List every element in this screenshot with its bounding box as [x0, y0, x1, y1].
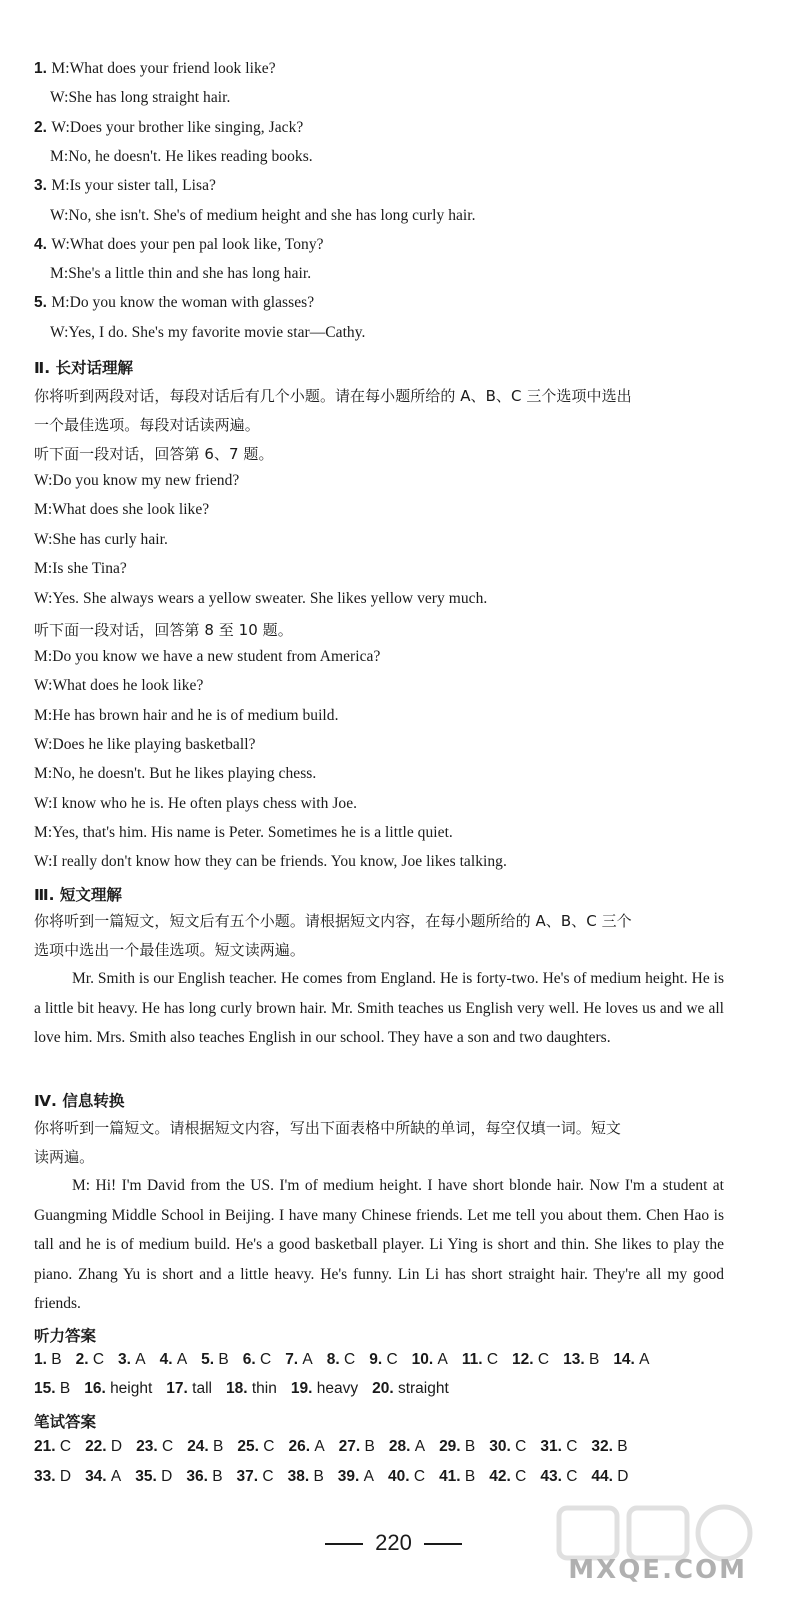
answer-number: 10. [411, 1351, 438, 1368]
dialogue-text: Yes. She always wears a yellow sweater. She likes yellow very much. [52, 589, 488, 607]
dialogue-line [34, 501, 209, 519]
answer-number: 33. [34, 1468, 60, 1485]
answer-item [34, 1380, 70, 1398]
dialogue-line [34, 294, 314, 312]
answer-value: B [588, 1351, 600, 1368]
answer-value: B [218, 1351, 229, 1368]
section-3-instruction-line1: 你将听到一篇短文，短文后有五个小题。请根据短文内容，在每小题所给的 A、B、C 三个 [34, 912, 632, 930]
answer-number: 6. [242, 1351, 260, 1368]
dialogue-text: No, he doesn't. But he likes playing chess. [52, 765, 317, 783]
dialogue-text: No, she isn't. She's of medium height and she has long curly hair. [68, 206, 476, 224]
answer-value: C [515, 1468, 527, 1485]
answer-item [327, 1351, 355, 1369]
dialogue-text: She has curly hair. [52, 530, 168, 548]
answer-value: C [161, 1438, 174, 1455]
dialogue-line [50, 207, 476, 225]
answer-item [540, 1468, 577, 1486]
answer-item [388, 1468, 425, 1486]
dialogue-text: He has brown hair and he is of medium build. [52, 706, 339, 724]
question-number: 1. [34, 60, 52, 77]
dialogue-line [34, 531, 168, 549]
dialogue-line [34, 853, 507, 871]
answer-item [369, 1351, 397, 1369]
answer-value: B [313, 1468, 324, 1485]
answer-value: A [639, 1351, 650, 1368]
answer-number: 28. [388, 1438, 415, 1455]
dialogue-line [50, 148, 313, 166]
question-number: 3. [34, 177, 52, 195]
answer-number: 32. [591, 1438, 618, 1455]
question-number: 4. [34, 235, 52, 253]
answer-number: 8. [326, 1351, 344, 1368]
speaker-label: M: [51, 60, 70, 77]
answer-value: C [566, 1468, 578, 1485]
answer-value: B [464, 1438, 476, 1455]
dialogue-line [34, 707, 339, 725]
answer-number: 42. [489, 1468, 516, 1485]
answer-number: 22. [85, 1438, 111, 1455]
answer-item [288, 1438, 324, 1456]
dialogue-line [50, 324, 365, 342]
dialogue-line [34, 236, 324, 254]
answer-item [135, 1468, 172, 1486]
dialogue-text: What does he look like? [52, 677, 204, 695]
dialogue-line [34, 648, 380, 666]
answer-number: 2. [75, 1351, 93, 1368]
answer-item [160, 1351, 188, 1369]
answer-item [76, 1351, 104, 1369]
speaker-label: M: [51, 294, 70, 312]
listening-answers-title: 听力答案 [34, 1327, 97, 1345]
written-answers-row1 [34, 1438, 642, 1456]
answer-number: 43. [540, 1468, 567, 1485]
section-3-instruction-line2: 选项中选出一个最佳选项。短文读两遍。 [34, 941, 305, 959]
speaker-label: W: [34, 472, 53, 489]
answer-value: A [414, 1438, 426, 1455]
written-answers-title: 笔试答案 [34, 1413, 97, 1431]
speaker-label: M: [34, 765, 53, 783]
dialogue-text: What does your pen pal look like, Tony? [69, 235, 324, 253]
section-4-passage-text: M: Hi! I'm David from the US. I'm of medium height. I have short blonde hair. Now I'm a student at Guangming Middle School in Beijing. I have many Chinese friends. Let me tell you about them. Chen Hao is tall and he is of medium build. He's a good basketball player. Li Ying is short and thin. She likes to play the piano. Zhang Yu is short and a little heavy. He's funny. Lin Li has short straight hair. They're all my good friends. [34, 1177, 724, 1312]
dialogue-text: Is your sister tall, Lisa? [69, 177, 216, 195]
speaker-label: W: [34, 589, 53, 607]
answer-item [187, 1438, 223, 1456]
section-2-instruction-line2: 一个最佳选项。每段对话读两遍。 [34, 416, 260, 434]
answer-value: D [110, 1438, 123, 1455]
answer-item [84, 1380, 152, 1398]
answer-value: A [302, 1351, 313, 1368]
answer-value: B [364, 1438, 375, 1455]
answer-value: A [314, 1438, 325, 1455]
answer-value: C [59, 1438, 72, 1455]
answer-item [372, 1380, 449, 1398]
section-3-passage [34, 964, 724, 1053]
answer-number: 38. [287, 1468, 314, 1485]
answer-value: D [59, 1468, 72, 1485]
answer-number: 44. [591, 1468, 618, 1485]
answer-value: C [92, 1351, 105, 1368]
answer-number: 37. [236, 1468, 263, 1485]
answer-item [237, 1468, 274, 1486]
dialogue-text: No, he doesn't. He likes reading books. [68, 147, 313, 165]
answer-number: 30. [489, 1438, 516, 1455]
answer-item [34, 1468, 71, 1486]
answer-item [439, 1468, 475, 1486]
answer-number: 5. [201, 1351, 219, 1368]
answer-number: 23. [136, 1438, 162, 1455]
speaker-label: W: [34, 853, 53, 871]
answer-item [201, 1351, 229, 1369]
dialogue-line [34, 824, 453, 842]
answer-number: 25. [237, 1438, 264, 1455]
answer-number: 13. [563, 1351, 589, 1368]
answer-item [85, 1468, 121, 1486]
answer-number: 20. [372, 1380, 398, 1397]
answer-number: 11. [461, 1351, 487, 1368]
dialogue-text: What does she look like? [52, 501, 210, 519]
answer-number: 31. [540, 1438, 567, 1455]
answer-value: C [537, 1351, 550, 1368]
answer-number: 9. [369, 1351, 387, 1368]
speaker-label: W: [34, 530, 53, 548]
dialogue-text: Do you know we have a new student from America? [52, 648, 381, 665]
answer-number: 24. [187, 1438, 214, 1455]
speaker-label: M: [51, 177, 70, 195]
dialogue-text: Do you know the woman with glasses? [69, 294, 315, 312]
dialogue-text: She has long straight hair. [68, 89, 231, 107]
answer-value: D [161, 1468, 173, 1485]
answer-value: heavy [316, 1380, 359, 1397]
answer-item [285, 1351, 313, 1369]
answer-item [243, 1351, 271, 1369]
answer-item [439, 1438, 475, 1456]
answer-number: 27. [338, 1438, 365, 1455]
speaker-label: W: [50, 323, 69, 341]
speaker-label: W: [50, 206, 69, 224]
answer-number: 7. [285, 1351, 303, 1368]
answer-item [288, 1468, 324, 1486]
answer-value: height [110, 1380, 153, 1397]
answer-item [389, 1438, 425, 1456]
question-number: 2. [34, 118, 52, 136]
answer-value: B [59, 1380, 71, 1397]
answer-value: C [413, 1468, 426, 1485]
answer-value: A [110, 1468, 122, 1485]
dialog2-intro: 听下面一段对话，回答第 8 至 10 题。 [34, 621, 293, 639]
answer-value: C [259, 1351, 272, 1368]
dialogue-text: She's a little thin and she has long hair. [68, 265, 312, 283]
dialogue-line [50, 265, 311, 283]
listening-answers-row2 [34, 1380, 463, 1398]
dialogue-text: I know who he is. He often plays chess with Joe. [52, 794, 358, 812]
answer-number: 1. [34, 1351, 52, 1368]
answer-number: 18. [225, 1380, 252, 1397]
answer-number: 29. [439, 1438, 465, 1455]
answer-value: tall [192, 1380, 212, 1397]
section-3-title: Ⅲ. 短文理解 [34, 886, 122, 904]
answer-item [489, 1438, 526, 1456]
dialogue-text: Yes, I do. She's my favorite movie star—Cathy. [68, 323, 366, 341]
dialog1-intro: 听下面一段对话，回答第 6、7 题。 [34, 445, 274, 463]
speaker-label: W: [51, 118, 70, 136]
answer-item [186, 1468, 222, 1486]
answer-number: 4. [159, 1351, 177, 1368]
speaker-label: W: [34, 735, 53, 753]
answer-item [118, 1351, 146, 1369]
answer-item [166, 1380, 212, 1398]
dialogue-line [34, 560, 127, 578]
answer-number: 41. [439, 1468, 465, 1485]
answer-number: 19. [290, 1380, 317, 1397]
answer-value: B [212, 1468, 223, 1485]
answer-item [512, 1351, 549, 1369]
answer-value: B [617, 1438, 628, 1455]
answer-item [339, 1438, 375, 1456]
page-number-text: 220 [375, 1530, 412, 1555]
answer-item [237, 1438, 274, 1456]
dialogue-line [34, 765, 316, 783]
answer-value: C [262, 1468, 274, 1485]
page-number-left-dash [325, 1543, 363, 1545]
answer-item [412, 1351, 448, 1369]
speaker-label: W: [51, 235, 70, 253]
answer-number: 39. [337, 1468, 364, 1485]
dialogue-text: Is she Tina? [52, 560, 127, 578]
answer-item [291, 1380, 358, 1398]
dialogue-text: What does your friend look like? [69, 60, 276, 77]
answer-number: 26. [288, 1438, 315, 1455]
answer-value: C [566, 1438, 578, 1455]
answer-item [136, 1438, 173, 1456]
dialogue-text: Yes, that's him. His name is Peter. Sometimes he is a little quiet. [52, 823, 453, 841]
section-4-title: Ⅳ. 信息转换 [34, 1092, 125, 1110]
answer-value: thin [251, 1380, 277, 1397]
answer-item [563, 1351, 599, 1369]
watermark-text: MXQE.COM [568, 1555, 747, 1585]
answer-value: D [617, 1468, 629, 1485]
section-4-instruction-line1: 你将听到一篇短文。请根据短文内容，写出下面表格中所缺的单词，每空仅填一词。短文 [34, 1119, 621, 1137]
dialogue-line [34, 736, 256, 754]
question-number: 5. [34, 294, 52, 312]
answer-item [85, 1438, 122, 1456]
dialogue-line [34, 472, 239, 490]
answer-value: C [386, 1351, 398, 1368]
dialogue-line [34, 677, 203, 695]
answer-number: 35. [135, 1468, 162, 1485]
answer-item [226, 1380, 277, 1398]
answer-value: C [344, 1351, 356, 1368]
dialogue-text: I really don't know how they can be friends. You know, Joe likes talking. [52, 853, 507, 871]
answer-number: 15. [34, 1380, 60, 1397]
answer-value: A [437, 1351, 448, 1368]
dialogue-line [50, 89, 230, 107]
dialogue-line [34, 795, 357, 813]
answer-value: A [363, 1468, 374, 1485]
answer-value: C [263, 1438, 275, 1455]
section-2-instruction-line1: 你将听到两段对话，每段对话后有几个小题。请在每小题所给的 A、B、C 三个选项中选出 [34, 387, 632, 405]
answer-number: 3. [118, 1351, 136, 1368]
listening-answers-row1 [34, 1351, 664, 1369]
section-2-title: Ⅱ. 长对话理解 [34, 359, 133, 377]
dialogue-text: Do you know my new friend? [52, 472, 240, 489]
answer-value: C [486, 1351, 499, 1368]
dialogue-line [34, 60, 276, 78]
answer-number: 36. [186, 1468, 213, 1485]
answer-number: 16. [84, 1380, 111, 1397]
answer-number: 34. [85, 1468, 111, 1485]
dialogue-text: Does your brother like singing, Jack? [69, 118, 304, 136]
page-number-right-dash [424, 1543, 462, 1545]
answer-item [34, 1438, 71, 1456]
answer-value: straight [397, 1380, 449, 1397]
answer-item [613, 1351, 649, 1369]
answer-item [591, 1438, 627, 1456]
answer-number: 17. [166, 1380, 193, 1397]
speaker-label: W: [50, 89, 69, 107]
answer-item [34, 1351, 62, 1369]
speaker-label: M: [34, 823, 53, 841]
answer-number: 12. [512, 1351, 538, 1368]
speaker-label: M: [50, 147, 69, 165]
dialogue-line [34, 177, 216, 195]
answer-item [489, 1468, 526, 1486]
answer-number: 14. [613, 1351, 640, 1368]
answer-item [338, 1468, 374, 1486]
answer-value: B [213, 1438, 224, 1455]
answer-number: 40. [388, 1468, 414, 1485]
speaker-label: M: [34, 648, 53, 665]
section-4-passage [34, 1171, 724, 1319]
answer-item [540, 1438, 577, 1456]
dialogue-text: Does he like playing basketball? [52, 735, 256, 753]
answer-value: A [176, 1351, 188, 1368]
speaker-label: M: [34, 706, 53, 724]
answer-item [591, 1468, 628, 1486]
written-answers-row2 [34, 1468, 642, 1486]
answer-value: C [515, 1438, 527, 1455]
dialogue-line [34, 590, 487, 608]
answer-value: B [464, 1468, 476, 1485]
answer-value: B [51, 1351, 62, 1368]
answer-value: A [135, 1351, 146, 1368]
speaker-label: M: [34, 501, 53, 519]
dialogue-line [34, 119, 303, 137]
speaker-label: M: [34, 560, 53, 578]
speaker-label: W: [34, 677, 53, 695]
section-4-instruction-line2: 读两遍。 [34, 1148, 95, 1166]
speaker-label: W: [34, 794, 53, 812]
speaker-label: M: [50, 265, 69, 283]
answer-number: 21. [34, 1438, 60, 1455]
section-3-passage-text: Mr. Smith is our English teacher. He comes from England. He is forty-two. He's of medium height. He is a little bit heavy. He has long curly brown hair. Mr. Smith teaches us English very well. He loves us and we all love him. Mrs. Smith also teaches English in our school. They have a son and two daughters. [34, 970, 724, 1046]
answer-item [462, 1351, 498, 1369]
